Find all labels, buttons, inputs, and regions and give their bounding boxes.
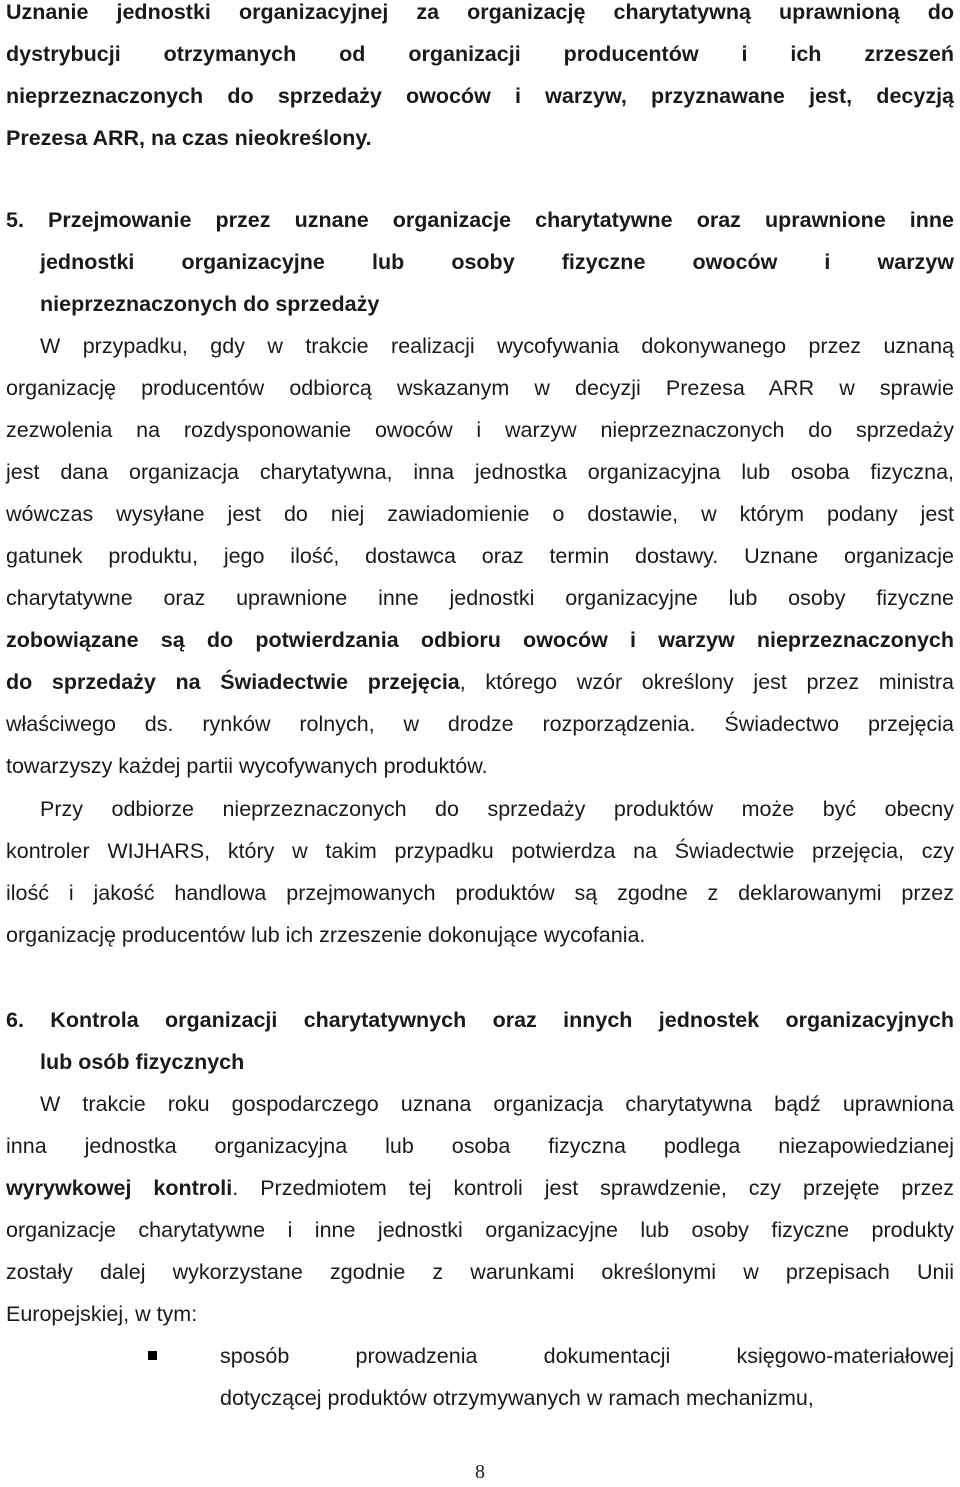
body-line — [6, 661, 954, 703]
body-line-bold: zobowiązane są do potwierdzania odbioru owoców i warzyw nieprzeznaczonych — [6, 628, 954, 652]
section-6-heading: 6. Kontrola organizacji charytatywnych oraz innych jednostek organizacyjnych — [6, 1008, 954, 1032]
body-line: zostały dalej wykorzystane zgodnie z warunkami określonymi w przepisach Unii — [6, 1260, 954, 1284]
body-line: charytatywne oraz uprawnione inne jednostki organizacyjne lub osoby fizyczne — [6, 586, 954, 610]
body-line: ilość i jakość handlowa przejmowanych produktów są zgodne z deklarowanymi przez — [6, 881, 954, 905]
body-line: organizację producentów lub ich zrzeszenie dokonujące wycofania. — [6, 923, 646, 947]
page-number: 8 — [475, 1461, 485, 1483]
bold-phrase: wyrywkowej kontroli — [6, 1176, 233, 1200]
body-line: towarzyszy każdej partii wycofywanych produktów. — [6, 754, 488, 778]
body-line: jest dana organizacja charytatywna, inna jednostka organizacyjna lub osoba fizyczna, — [6, 460, 954, 484]
body-line: Przy odbiorze nieprzeznaczonych do sprzedaży produktów może być obecny — [40, 797, 954, 821]
body-line — [6, 1167, 954, 1209]
intro-line: Uznanie jednostki organizacyjnej za organizację charytatywną uprawnioną do — [6, 0, 954, 24]
body-line: zezwolenia na rozdysponowanie owoców i warzyw nieprzeznaczonych do sprzedaży — [6, 418, 954, 442]
body-text: , którego wzór określony jest przez ministra — [459, 670, 954, 694]
intro-line: Prezesa ARR, na czas nieokreślony. — [6, 126, 372, 150]
body-line: właściwego ds. rynków rolnych, w drodze rozporządzenia. Świadectwo przejęcia — [6, 712, 954, 736]
section-6-heading: lub osób fizycznych — [40, 1050, 245, 1074]
body-line: organizację producentów odbiorcą wskazanym w decyzji Prezesa ARR w sprawie — [6, 376, 954, 400]
section-5-heading: jednostki organizacyjne lub osoby fizyczne owoców i warzyw — [40, 250, 954, 274]
body-line: inna jednostka organizacyjna lub osoba fizyczna podlega niezapowiedzianej — [6, 1134, 954, 1158]
intro-line: dystrybucji otrzymanych od organizacji producentów i ich zrzeszeń — [6, 42, 954, 66]
body-line: W przypadku, gdy w trakcie realizacji wycofywania dokonywanego przez uznaną — [40, 334, 954, 358]
body-line: gatunek produktu, jego ilość, dostawca oraz termin dostawy. Uznane organizacje — [6, 544, 954, 568]
body-line: kontroler WIJHARS, który w takim przypadku potwierdza na Świadectwie przejęcia, czy — [6, 839, 954, 863]
body-text: . Przedmiotem tej kontroli jest sprawdzenie, czy przejęte przez — [232, 1176, 955, 1200]
bullet-line: sposób prowadzenia dokumentacji księgowo-materiałowej — [220, 1344, 954, 1368]
body-line: organizacje charytatywne i inne jednostki organizacyjne lub osoby fizyczne produkty — [6, 1218, 954, 1242]
square-bullet-icon — [148, 1351, 157, 1360]
body-line: Europejskiej, w tym: — [6, 1302, 198, 1326]
bold-phrase: do sprzedaży na Świadectwie przejęcia — [6, 670, 460, 694]
section-5-heading: 5. Przejmowanie przez uznane organizacje charytatywne oraz uprawnione inne — [6, 208, 954, 232]
intro-line: nieprzeznaczonych do sprzedaży owoców i warzyw, przyznawane jest, decyzją — [6, 84, 954, 108]
body-line: W trakcie roku gospodarczego uznana organizacja charytatywna bądź uprawniona — [40, 1092, 954, 1116]
bullet-line: dotyczącej produktów otrzymywanych w ramach mechanizmu, — [220, 1386, 814, 1410]
body-line: wówczas wysyłane jest do niej zawiadomienie o dostawie, w którym podany jest — [6, 502, 954, 526]
section-5-heading: nieprzeznaczonych do sprzedaży — [40, 292, 380, 316]
